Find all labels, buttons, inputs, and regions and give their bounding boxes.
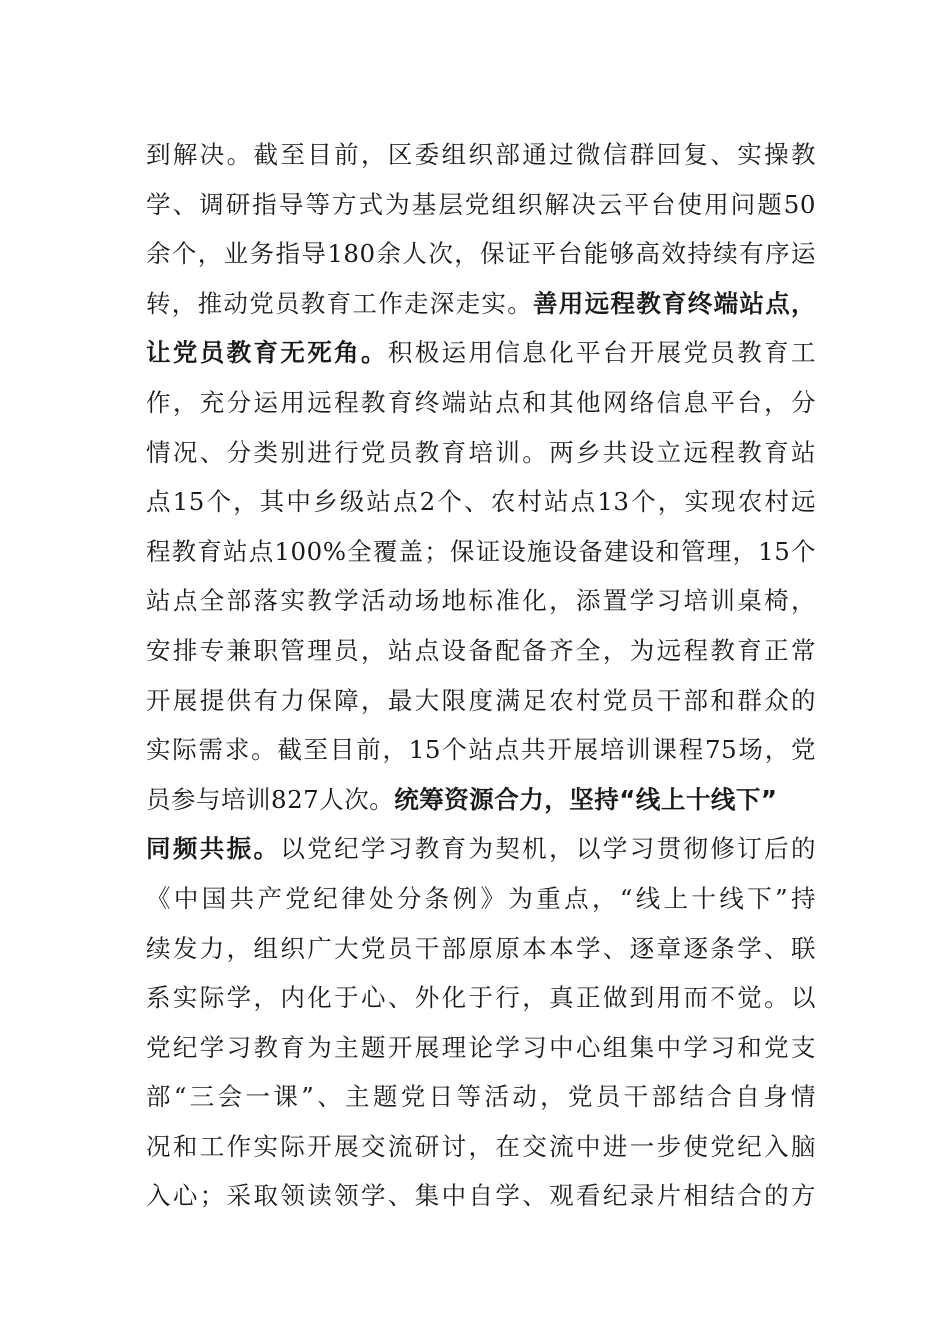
text-line [146, 676, 816, 726]
body-text-segment: 积极运用信息化平台开展党员教育工 [387, 338, 816, 368]
body-text-segment: 实际需求。截至目前，15个站点共开展培训课程75场，党 [146, 735, 816, 765]
body-text-segment: 党纪学习教育为主题开展理论学习中心组集中学习和党支 [146, 1032, 816, 1062]
body-text-segment: 作，充分运用远程教育终端站点和其他网络信息平台，分 [146, 387, 816, 417]
text-line [146, 1023, 816, 1073]
text-line [146, 775, 816, 825]
body-text-segment: 到解决。截至目前，区委组织部通过微信群回复、实操教 [146, 140, 816, 169]
text-line [146, 576, 816, 626]
body-text-segment: 站点全部落实教学活动场地标准化，添置学习培训桌椅， [146, 586, 816, 616]
body-text-segment: 转，推动党员教育工作走深走实。 [146, 288, 533, 318]
text-line [146, 328, 816, 378]
bold-heading-text: 同频共振。 [146, 834, 281, 864]
text-line [146, 626, 816, 676]
text-line [146, 874, 816, 924]
body-text-segment: 续发力，组织广大党员干部原原本本学、逐章逐条学、联 [146, 933, 816, 963]
bold-heading-text: 善用远程教育终端站点， [533, 288, 816, 318]
body-text-segment: 部“三会一课”、主题党日等活动，党员干部结合自身情 [146, 1082, 816, 1112]
body-text-segment: 况和工作实际开展交流研讨，在交流中进一步使党纪入脑 [146, 1131, 816, 1161]
body-text [146, 130, 816, 1221]
body-text-segment: 情况、分类别进行党员教育培训。两乡共设立远程教育站 [146, 437, 816, 467]
text-line [146, 428, 816, 478]
body-text-segment: 《中国共产党纪律处分条例》为重点，“线上十线下”持 [146, 883, 816, 913]
text-line [146, 229, 816, 279]
text-line [146, 527, 816, 577]
body-text-segment: 余个，业务指导180余人次，保证平台能够高效持续有序运 [146, 239, 816, 269]
text-line [146, 130, 816, 180]
text-line [146, 824, 816, 874]
body-text-segment: 安排专兼职管理员，站点设备配备齐全，为远程教育正常 [146, 635, 816, 665]
text-line [146, 477, 816, 527]
text-line [146, 725, 816, 775]
text-line [146, 180, 816, 230]
body-text-segment: 点15个，其中乡级站点2个、农村站点13个，实现农村远 [146, 487, 816, 517]
text-line [146, 924, 816, 974]
body-text-segment: 系实际学，内化于心、外化于行，真正做到用而不觉。以 [146, 983, 816, 1013]
body-text-segment: 以党纪学习教育为契机，以学习贯彻修订后的 [280, 834, 816, 864]
body-text-segment: 入心；采取领读领学、集中自学、观看纪录片相结合的方 [146, 1181, 816, 1211]
text-line [146, 1171, 816, 1221]
text-line [146, 378, 816, 428]
bold-heading-text: 让党员教育无死角。 [146, 338, 388, 368]
body-text-segment: 程教育站点100%全覆盖；保证设施设备建设和管理，15个 [146, 536, 816, 566]
text-line [146, 1072, 816, 1122]
text-line [146, 973, 816, 1023]
text-line [146, 1122, 816, 1172]
bold-heading-text: 统筹资源合力，坚持“线上十线下” [394, 784, 778, 814]
text-line [146, 279, 816, 329]
body-text-segment: 学、调研指导等方式为基层党组织解决云平台使用问题50 [146, 189, 816, 219]
body-text-segment: 员参与培训827人次。 [146, 784, 395, 814]
body-text-segment: 开展提供有力保障，最大限度满足农村党员干部和群众的 [146, 685, 816, 715]
